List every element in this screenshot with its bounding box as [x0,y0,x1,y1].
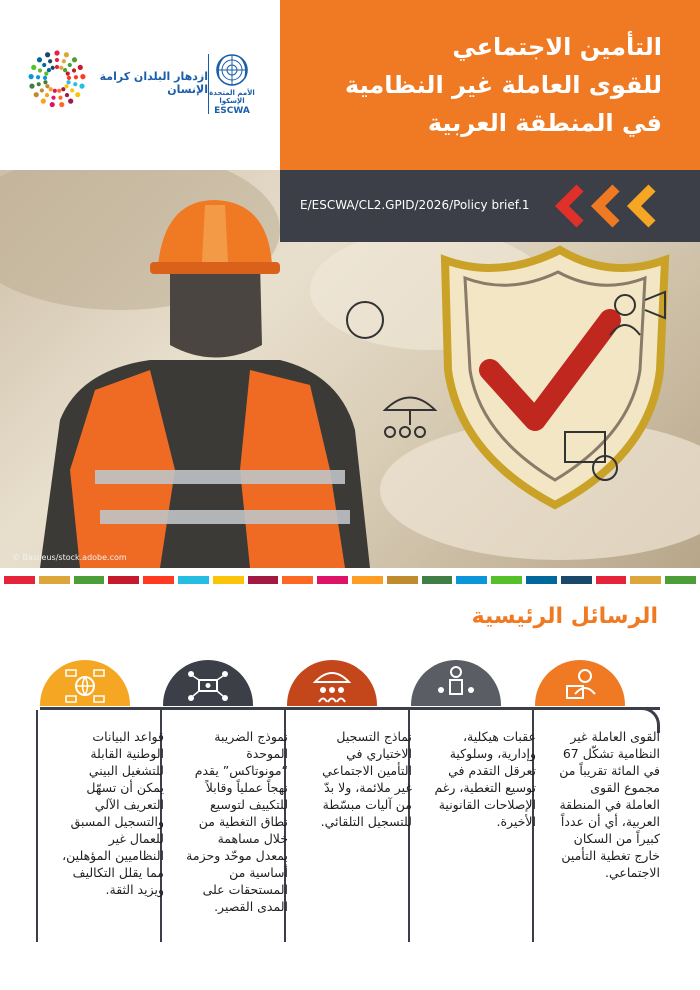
key-message-2: عقبات هيكلية، وإدارية، وسلوكية تعرقل التقدم في توسيع التغطية، رغم الإصلاحات القانونية الأخيرة. [434,729,536,829]
sdg-wheel-dot [63,68,67,72]
sdg-wheel-dot [75,92,80,97]
sdg-wheel-dot [59,66,63,70]
sdg-stripe-segment [561,576,592,584]
sdg-color-stripe [0,576,700,584]
sdg-stripe-segment [422,576,453,584]
sdg-wheel-dot [42,63,46,67]
chevron-left-icon [552,184,586,228]
sdg-wheel-dot [53,89,57,93]
sdg-wheel-dot [57,89,61,93]
title-line-1: التأمين الاجتماعي [452,33,662,61]
sdg-wheel-dot [80,74,85,79]
chevron-left-icon [624,184,658,228]
sdg-wheel-dot [72,68,76,72]
sdg-stripe-segment [74,576,105,584]
sdg-wheel-dot [45,84,49,88]
money-network-icon [163,660,253,706]
sdg-stripe-segment [665,576,696,584]
sdg-wheel-dot [31,65,36,70]
page-title [302,28,662,142]
sdg-wheel-dot [66,80,70,84]
sdg-wheel-dot [55,58,59,62]
logo-divider [208,54,209,114]
sdg-wheel-dot [43,76,47,80]
sdg-wheel-dot [45,52,50,57]
sdg-wheel-dot [74,75,78,79]
sdg-wheel-dot [68,99,73,104]
title-panel [280,0,700,170]
sdg-wheel-dot [78,65,83,70]
sdg-wheel-dot [43,80,47,84]
sdg-stripe-segment [108,576,139,584]
sdg-wheel-dot [72,57,77,62]
message-icon-bubble [40,660,130,706]
sdg-wheel-dot [55,65,59,69]
sdg-wheel-dot [54,50,59,55]
key-message-4: نموذج الضريبة الموحدة “مونوتاكس” يقدم نهجاً عملياً وقابلاً للتكييف لتوسيع نطاق التغطية من خلال مساهمة بمعدل موحّد وحزمة أساسية من المستحقات على المدى القصير. [186,729,288,914]
umbrella-family-icon [287,660,377,706]
timeline-bar [40,707,660,710]
document-code: E/ESCWA/CL2.GPID/2026/Policy brief.1 [300,198,530,212]
sdg-stripe-segment [596,576,627,584]
message-icon-bubble [287,660,377,706]
sdg-wheel-dot [64,52,69,57]
title-line-3: في المنطقة العربية [427,109,662,137]
sdg-wheel-dot [79,84,84,89]
sdg-wheel-icon [28,50,86,108]
key-message-1: القوى العاملة غير النظامية تشكّل 67 في المائة تقريباً من مجموع القوى العاملة في المنطقة العربية، أي أن عدداً كبيراً من السكان خارج تغطية التأمين الاجتماعي. [559,729,660,880]
sdg-wheel-dot [51,66,55,70]
title-line-2: للقوى العاملة غير النظامية [345,71,662,99]
sdg-wheel-dot [73,82,77,86]
sdg-stripe-segment [4,576,35,584]
gear-document-people-icon [411,660,501,706]
sdg-wheel-dot [40,88,44,92]
sdg-wheel-dot [51,96,55,100]
sdg-wheel-dot [38,68,42,72]
sdg-wheel-dot [49,87,53,91]
database-globe-icon [40,660,130,706]
un-name-english: ESCWA [214,106,250,116]
sdg-wheel-dot [41,99,46,104]
brand-slogan: ازدهار البلدان كرامة الإنسان [99,70,208,96]
sdg-wheel-dot [68,63,72,67]
sdg-stripe-segment [491,576,522,584]
message-icon-bubble [163,660,253,706]
sdg-wheel-dot [29,84,34,89]
un-emblem-icon [214,52,250,88]
sdg-wheel-dot [47,68,51,72]
sdg-wheel-dot [37,57,42,62]
chevron-left-icon [588,184,622,228]
sdg-stripe-segment [143,576,174,584]
sdg-stripe-segment [282,576,313,584]
message-icon-bubble [411,660,501,706]
sdg-wheel-dot [48,59,52,63]
sdg-wheel-dot [65,93,69,97]
message-icon-bubble [535,660,625,706]
sdg-stripe-segment [178,576,209,584]
sdg-wheel-dot [29,74,34,79]
sdg-wheel-dot [58,96,62,100]
sdg-wheel-dot [45,93,49,97]
briefcase-worker-icon [535,660,625,706]
key-message-3: نماذج التسجيل الاختياري في التأمين الاجتماعي غير ملائمة، ولا بدّ من آليات مبسّطة للتسجيل التلقائي. [320,729,412,829]
sdg-stripe-segment [387,576,418,584]
sdg-wheel-dot [34,92,39,97]
sdg-stripe-segment [352,576,383,584]
sdg-wheel-dot [50,102,55,107]
section-title-key-messages: الرسائل الرئيسية [471,604,658,629]
sdg-stripe-segment [39,576,70,584]
sdg-wheel-dot [66,72,70,76]
sdg-wheel-dot [59,102,64,107]
sdg-wheel-dot [67,76,71,80]
sdg-stripe-segment [248,576,279,584]
sdg-wheel-dot [64,84,68,88]
column-divider [36,710,38,942]
logo-panel [0,0,280,170]
sdg-wheel-dot [36,75,40,79]
sdg-wheel-dot [62,59,66,63]
sdg-stripe-segment [213,576,244,584]
sdg-wheel-dot [61,87,65,91]
photo-credit: © Basileus/stock.adobe.com [12,553,127,562]
sdg-wheel-dot [37,82,41,86]
key-message-5: قواعد البيانات الوطنية القابلة للتشغيل البيني يمكن أن تسهّل التعريف الآلي والتسجيل المسبق للعمال غير النظاميين المؤهلين، مما يقلل التكاليف ويزيد الثقة. [62,729,164,897]
sdg-wheel-dot [44,72,48,76]
un-name-arabic: الأمم المتحدة الإسكوا [209,89,255,105]
sdg-wheel-dot [70,88,74,92]
sdg-stripe-segment [630,576,661,584]
sdg-stripe-segment [526,576,557,584]
sdg-stripe-segment [317,576,348,584]
sdg-stripe-segment [456,576,487,584]
